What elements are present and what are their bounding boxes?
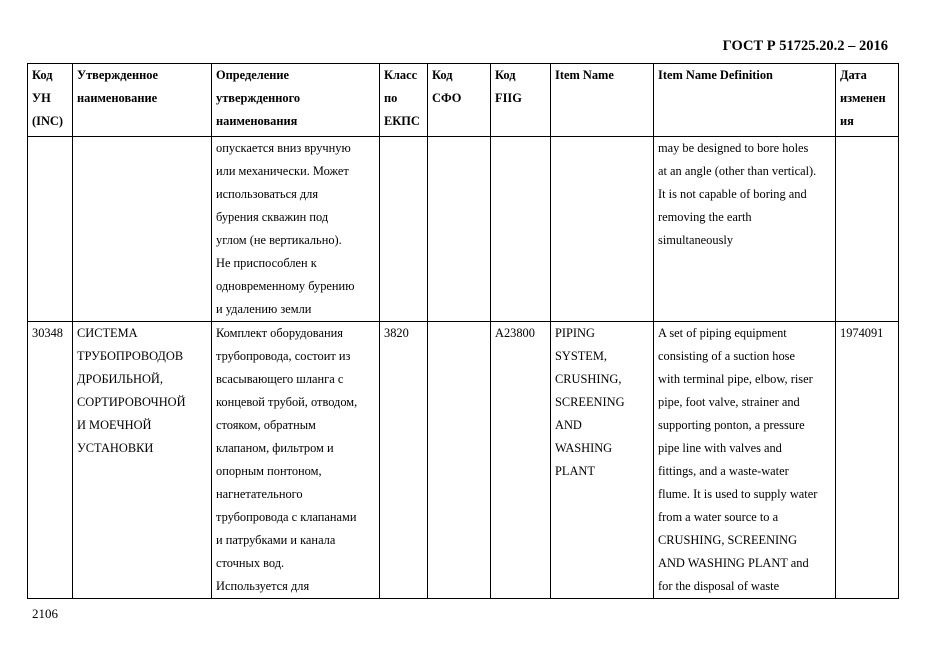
catalog-table [27,63,899,599]
cell-item-name: PIPING SYSTEM, CRUSHING, SCREENING AND WASHING PLANT [551,322,654,599]
cell-approved-definition: опускается вниз вручную или механически. Может использоваться для бурения скважин под углом (не вертикально). Не приспособлен к одновременному бурению и удалению земли [212,137,380,322]
cell-approved-definition: Комплект оборудования трубопровода, состоит из всасывающего шланга с концевой трубой, отводом, стояком, обратным клапаном, фильтром и опорным понтоном, нагнетательного трубопровода с клапанами и патрубками и канала сточных вод. Используется для [212,322,380,599]
header-sfo-code: Код СФО [428,64,491,137]
header-inc-code: Код УН (INC) [28,64,73,137]
cell-sfo-code [428,322,491,599]
page-number: 2106 [32,606,58,621]
cell-fiig-code [491,137,551,322]
document-standard-code: ГОСТ Р 51725.20.2 – 2016 [722,38,888,54]
table-row [28,322,899,599]
cell-item-name [551,137,654,322]
header-ekps-class: Класс по ЕКПС [380,64,428,137]
header-item-name-definition: Item Name Definition [654,64,836,137]
cell-item-name-definition: A set of piping equipment consisting of a suction hose with terminal pipe, elbow, riser pipe, foot valve, strainer and supporting ponton, a pressure pipe line with valves and fittings, and a waste-water flume. It is used to supply water from a water source to a CRUSHING, SCREENING AND WASHING PLANT and for the disposal of waste [654,322,836,599]
cell-ekps-class: 3820 [380,322,428,599]
cell-approved-name: СИСТЕМА ТРУБОПРОВОДОВ ДРОБИЛЬНОЙ, СОРТИРОВОЧНОЙ И МОЕЧНОЙ УСТАНОВКИ [73,322,212,599]
header-approved-definition: Определение утвержденного наименования [212,64,380,137]
header-change-date: Дата изменен ия [836,64,899,137]
cell-fiig-code: A23800 [491,322,551,599]
cell-ekps-class [380,137,428,322]
cell-approved-name [73,137,212,322]
header-item-name: Item Name [551,64,654,137]
cell-inc-code: 30348 [28,322,73,599]
header-fiig-code: Код FIIG [491,64,551,137]
cell-inc-code [28,137,73,322]
cell-change-date: 1974091 [836,322,899,599]
cell-item-name-definition: may be designed to bore holes at an angle (other than vertical). It is not capable of boring and removing the earth simultaneously [654,137,836,322]
header-approved-name: Утвержденное наименование [73,64,212,137]
cell-change-date [836,137,899,322]
header-row [28,64,899,137]
table-row [28,137,899,322]
cell-sfo-code [428,137,491,322]
